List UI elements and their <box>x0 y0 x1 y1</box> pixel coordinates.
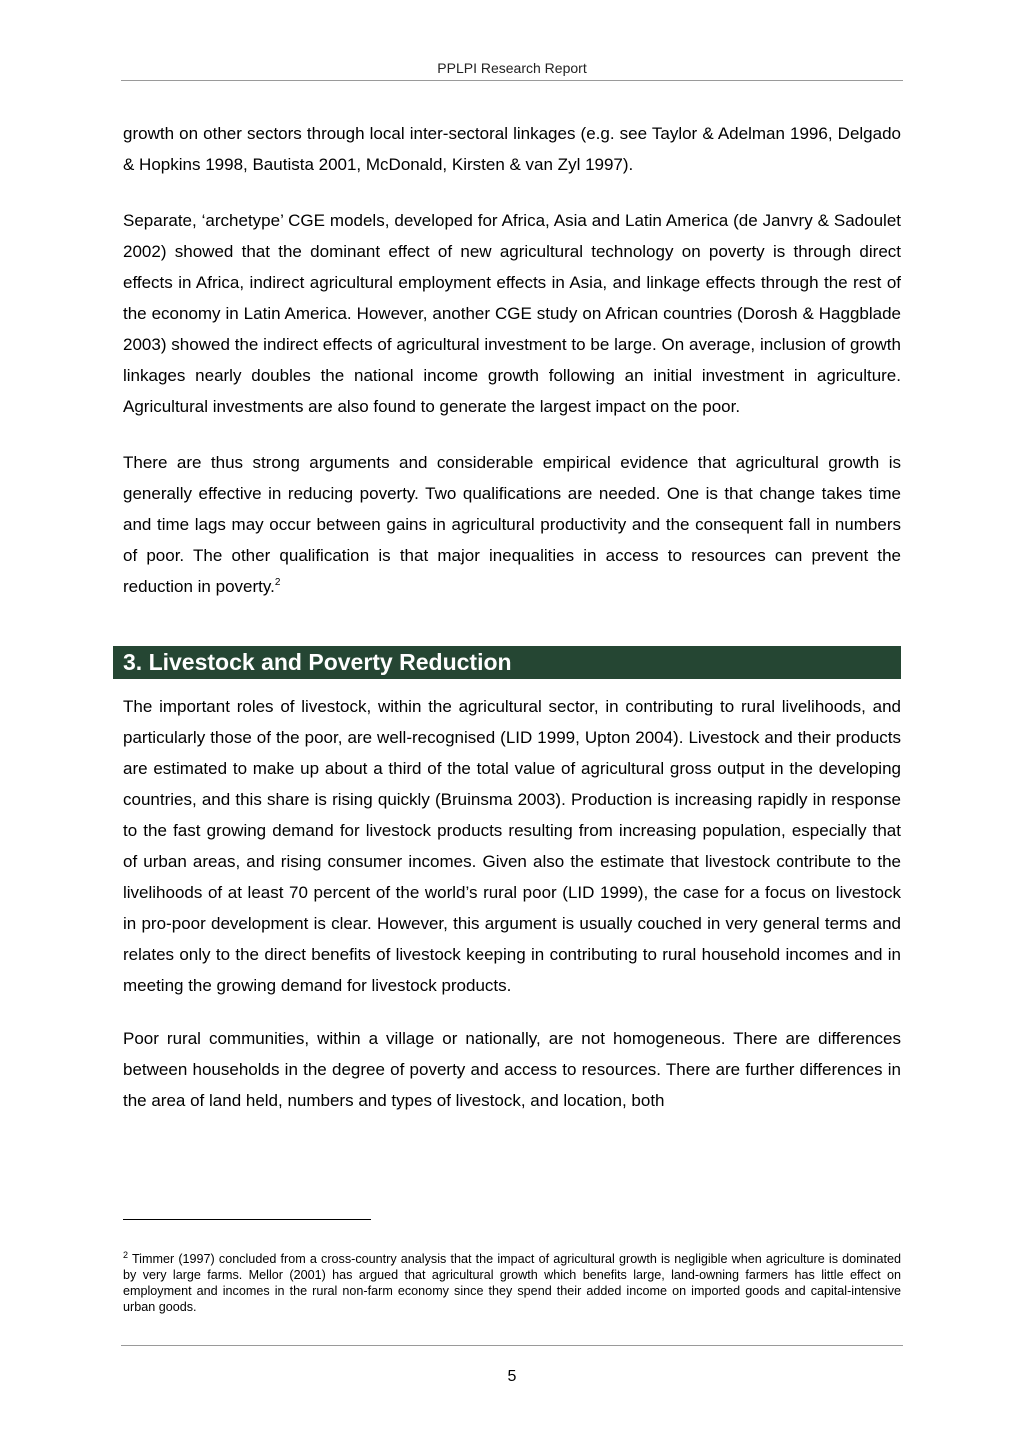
footer-divider <box>121 1345 903 1346</box>
paragraph <box>123 447 901 602</box>
running-header: PPLPI Research Report <box>121 60 903 81</box>
paragraph-text: There are thus strong arguments and considerable empirical evidence that agricultural growth is generally effective in reducing poverty. Two qualifications are needed. One is that change takes time and time lags may occur between gains in agricultural productivity and the consequent fall in numbers of poor. The other qualification is that major inequalities in access to resources can prevent the reduction in poverty. <box>123 453 901 596</box>
paragraph: The important roles of livestock, within the agricultural sector, in contributing to rural livelihoods, and particularly those of the poor, are well-recognised (LID 1999, Upton 2004). Livestock and their products are estimated to make up about a third of the total value of agricultural gross output in the developing countries, and this share is rising quickly (Bruinsma 2003). Production is increasing rapidly in response to the fast growing demand for livestock products resulting from increasing population, especially that of urban areas, and rising consumer incomes. Given also the estimate that livestock contribute to the livelihoods of at least 70 percent of the world’s rural poor (LID 1999), the case for a focus on livestock in pro-poor development is clear. However, this argument is usually couched in very general terms and relates only to the direct benefits of livestock keeping in contributing to rural household incomes and in meeting the growing demand for livestock products. <box>123 697 901 995</box>
main-content <box>123 118 901 1141</box>
footnote-reference[interactable]: 2 <box>274 577 281 588</box>
footnote <box>123 1251 901 1315</box>
paragraph: Poor rural communities, within a village or nationally, are not homogeneous. There are differences between households in the degree of poverty and access to resources. There are further differences in the area of land held, numbers and types of livestock, and location, both <box>123 1029 901 1110</box>
page-number: 5 <box>507 1368 517 1385</box>
paragraph: growth on other sectors through local inter-sectoral linkages (e.g. see Taylor & Adelman 1996, Delgado & Hopkins 1998, Bautista 2001, McDonald, Kirsten & van Zyl 1997). <box>123 124 901 174</box>
footnote-marker: 2 <box>123 1250 129 1260</box>
footnote-text: Timmer (1997) concluded from a cross-country analysis that the impact of agricultural growth is negligible when agriculture is dominated by very large farms. Mellor (2001) has argued that agricultural growth which benefits large, land-owning farmers has little effect on employment and incomes in the rural non-farm economy since they spend their added income on imported goods and capital-intensive urban goods. <box>123 1252 901 1314</box>
section-heading: 3. Livestock and Poverty Reduction <box>113 646 901 679</box>
paragraph: Separate, ‘archetype’ CGE models, developed for Africa, Asia and Latin America (de Janvry & Sadoulet 2002) showed that the dominant effect of new agricultural technology on poverty is through direct effects in Africa, indirect agricultural employment effects in Asia, and linkage effects through the rest of the economy in Latin America. However, another CGE study on African countries (Dorosh & Haggblade 2003) showed the indirect effects of agricultural investment to be large. On average, inclusion of growth linkages nearly doubles the national income growth following an initial investment in agriculture. Agricultural investments are also found to generate the largest impact on the poor. <box>123 211 901 416</box>
footnote-divider <box>123 1219 371 1220</box>
